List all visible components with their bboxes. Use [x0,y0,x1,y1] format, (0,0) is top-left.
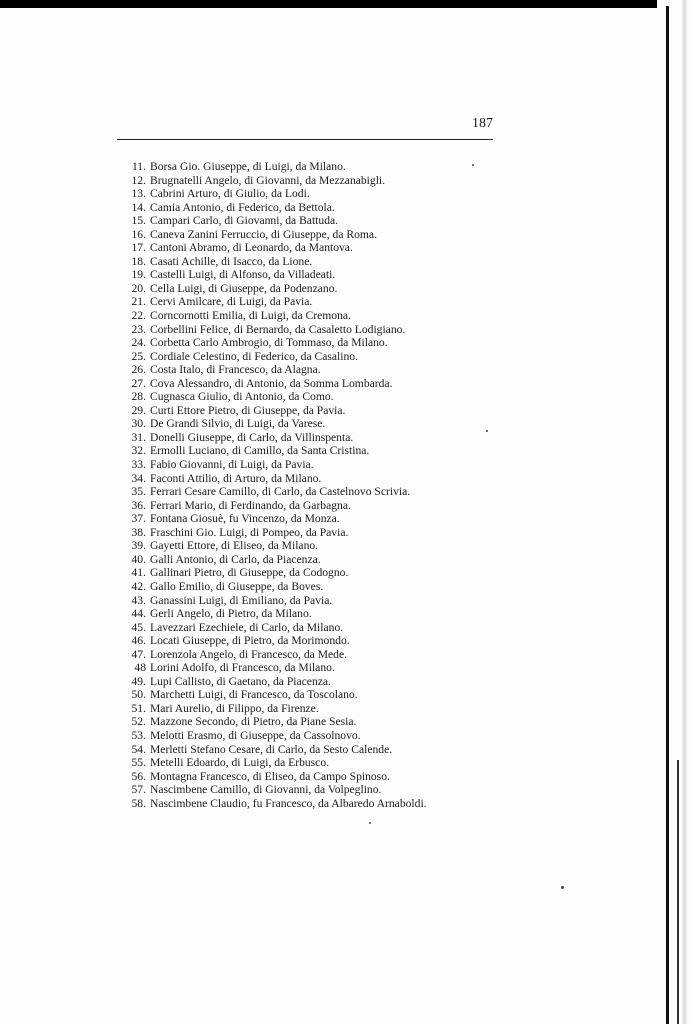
entry-text: Corbetta Carlo Ambrogio, di Tommaso, da Milano. [150,336,388,350]
entry-text: Marchetti Luigi, di Francesco, da Toscolano. [150,688,358,702]
entry-text: Corncornotti Emilia, di Luigi, da Cremona. [150,309,351,323]
list-item [116,729,427,743]
list-item [116,458,427,472]
list-item [116,160,427,174]
entry-text: Lavezzari Ezechiele, di Carlo, da Milano. [150,620,344,634]
entry-number: 22. [131,309,146,323]
entry-number: 57. [131,783,146,797]
entry-number: 55. [131,756,146,770]
entry-text: Cabrini Arturo, di Giulio, da Lodi. [150,187,310,201]
list-item [116,580,427,594]
entry-number: 28. [131,390,146,404]
list-item [116,390,427,404]
entry-text: Costa Italo, di Francesco, da Alagna. [150,363,321,377]
entry-number: 41. [131,566,146,580]
entry-text: Casati Achille, di Isacco, da Lione. [150,254,313,268]
entry-number: 31. [131,430,146,444]
list-item [116,282,427,296]
spine-shadow-line [666,6,669,1024]
entry-text: Faconti Attilio, di Arturo, da Milano. [150,471,322,485]
entry-number: 50. [131,688,146,702]
entry-number: 54. [131,742,146,756]
entry-text: Corbellini Felice, di Bernardo, da Casaletto Lodigiano. [150,322,406,336]
entry-number: 24. [131,336,146,350]
entry-text: Gallinari Pietro, di Giuseppe, da Codogno. [150,566,349,580]
entry-text: Fontana Giosuè, fu Vincenzo, da Monza. [150,512,340,526]
entry-text: Montagna Francesco, di Eliseo, da Campo Spinoso. [150,769,390,783]
entry-text: Mazzone Secondo, di Pietro, da Piane Sesia. [150,715,357,729]
list-item [116,688,427,702]
entry-number: 14. [131,200,146,214]
entry-text: Merletti Stefano Cesare, di Carlo, da Sesto Calende. [150,742,393,756]
entry-text: Ermolli Luciano, di Camillo, da Santa Cristina. [150,444,370,458]
entry-number: 13. [131,187,146,201]
entry-number: 53. [131,728,146,742]
entry-number: 47. [131,647,146,661]
entry-text: Caneva Zanini Ferruccio, di Giuseppe, da Roma. [150,227,377,241]
list-item [116,417,427,431]
entry-number: 12. [131,173,146,187]
list-item [116,444,427,458]
list-item [116,661,427,675]
list-item [116,539,427,553]
page-number: 187 [472,116,493,131]
list-item [116,621,427,635]
list-item [116,201,427,215]
list-item [116,648,427,662]
list-item [116,404,427,418]
entry-number: 30. [131,417,146,431]
entry-number: 52. [131,715,146,729]
list-item [116,702,427,716]
list-item [116,566,427,580]
list-item [116,743,427,757]
scan-top-edge [0,0,697,8]
entry-text: Nascimbene Claudio, fu Francesco, da Albaredo Arnaboldi. [150,796,427,810]
list-item [116,675,427,689]
entry-number: 56. [131,769,146,783]
list-item [116,553,427,567]
list-item [116,756,427,770]
entry-text: Campari Carlo, di Giovanni, da Battuda. [150,214,339,228]
scan-speck [369,822,371,824]
entry-number: 23. [131,322,146,336]
entry-text: Gallo Emilio, di Giuseppe, da Boves. [150,579,324,593]
entry-text: Locati Giuseppe, di Pietro, da Morimondo. [150,634,350,648]
entry-text: Lorenzola Angelo, di Francesco, da Mede. [150,647,348,661]
entry-text: Metelli Edoardo, di Luigi, da Erbusco. [150,756,330,770]
entry-text: Mari Aurelio, di Filippo, da Firenze. [150,701,319,715]
entry-number: 40. [131,552,146,566]
entry-text: Castelli Luigi, di Alfonso, da Villadeati. [150,268,336,282]
list-item [116,431,427,445]
list-item [116,241,427,255]
list-item [116,770,427,784]
list-item [116,594,427,608]
list-item [116,797,427,811]
entry-text: De Grandi Silvio, di Luigi, da Varese. [150,417,326,431]
entry-text: Cugnasca Giulio, di Antonio, da Como. [150,390,334,404]
list-item [116,255,427,269]
entry-number: 29. [131,403,146,417]
entry-number: 11. [131,160,146,173]
entry-text: Lorini Adolfo, di Francesco, da Milano. [150,661,335,675]
list-item [116,187,427,201]
entry-number: 42. [131,579,146,593]
list-item [116,526,427,540]
list-item [116,336,427,350]
entry-text: Borsa Gio. Giuseppe, di Luigi, da Milano. [150,160,346,173]
entry-number: 17. [131,241,146,255]
entry-number: 37. [131,512,146,526]
list-item [116,715,427,729]
entry-number: 26. [131,363,146,377]
entry-text: Fraschini Gio. Luigi, di Pompeo, da Pavia. [150,525,349,539]
list-item [116,295,427,309]
scan-speck [561,886,564,889]
entry-number: 18. [131,254,146,268]
list-item [116,214,427,228]
entry-number: 58. [131,796,146,810]
entry-text: Ferrari Cesare Camillo, di Carlo, da Castelnovo Scrivia. [150,485,411,499]
entry-number: 35. [131,485,146,499]
entry-number: 39. [131,539,146,553]
entry-text: Cantoni Abramo, di Leonardo, da Mantova. [150,241,353,255]
entry-text: Cella Luigi, di Giuseppe, da Podenzano. [150,281,338,295]
entry-number: 15. [131,214,146,228]
entry-number: 32. [131,444,146,458]
list-item [116,607,427,621]
entry-text: Nascimbene Camillo, di Giovanni, da Volpeglino. [150,783,382,797]
entry-number: 46. [131,634,146,648]
entry-number: 45. [131,620,146,634]
entry-text: Galli Antonio, di Carlo, da Piacenza. [150,552,321,566]
entry-number: 16. [131,227,146,241]
entry-number: 20. [131,281,146,295]
scan-speck [486,430,488,432]
name-list [116,160,427,810]
entry-text: Ganassini Luigi, di Emiliano, da Pavia. [150,593,333,607]
list-item [116,268,427,282]
list-item [116,309,427,323]
entry-text: Gayetti Ettore, di Eliseo, da Milano. [150,539,319,553]
list-item [116,783,427,797]
entry-number: 48 [134,661,146,675]
list-item [116,512,427,526]
entry-number: 27. [131,376,146,390]
entry-text: Cervi Amilcare, di Luigi, da Pavia. [150,295,313,309]
entry-text: Cordiale Celestino, di Federico, da Casalino. [150,349,358,363]
entry-number: 49. [131,674,146,688]
entry-text: Camia Antonio, di Federico, da Bettola. [150,200,335,214]
list-item [116,174,427,188]
list-item [116,228,427,242]
entry-text: Donelli Giuseppe, di Carlo, da Villinspenta. [150,430,354,444]
entry-text: Curti Ettore Pietro, di Giuseppe, da Pavia. [150,403,346,417]
header-rule [117,139,493,140]
entry-number: 36. [131,498,146,512]
list-item [116,472,427,486]
spine-shadow-line-lower [677,760,679,1024]
entry-number: 43. [131,593,146,607]
scan-speck [472,164,474,166]
list-item [116,634,427,648]
entry-number: 44. [131,607,146,621]
entry-number: 21. [131,295,146,309]
entry-text: Lupi Callisto, di Gaetano, da Piacenza. [150,674,331,688]
entry-number: 38. [131,525,146,539]
entry-number: 25. [131,349,146,363]
entry-text: Brugnatelli Angelo, di Giovanni, da Mezzanabigli. [150,173,386,187]
entry-number: 51. [131,701,146,715]
entry-text: Cova Alessandro, di Antonio, da Somma Lombarda. [150,376,393,390]
entry-text: Fabio Giovanni, di Luigi, da Pavia. [150,458,314,472]
list-item [116,485,427,499]
entry-text: Ferrari Mario, di Ferdinando, da Garbagna. [150,498,351,512]
list-item [116,499,427,513]
list-item [116,323,427,337]
list-item [116,377,427,391]
list-item [116,350,427,364]
entry-number: 33. [131,458,146,472]
list-item [116,363,427,377]
entry-text: Melotti Erasmo, di Giuseppe, da Cassolnovo. [150,728,361,742]
entry-number: 34. [131,471,146,485]
entry-text: Gerli Angelo, di Pietro, da Milano. [150,607,312,621]
entry-number: 19. [131,268,146,282]
